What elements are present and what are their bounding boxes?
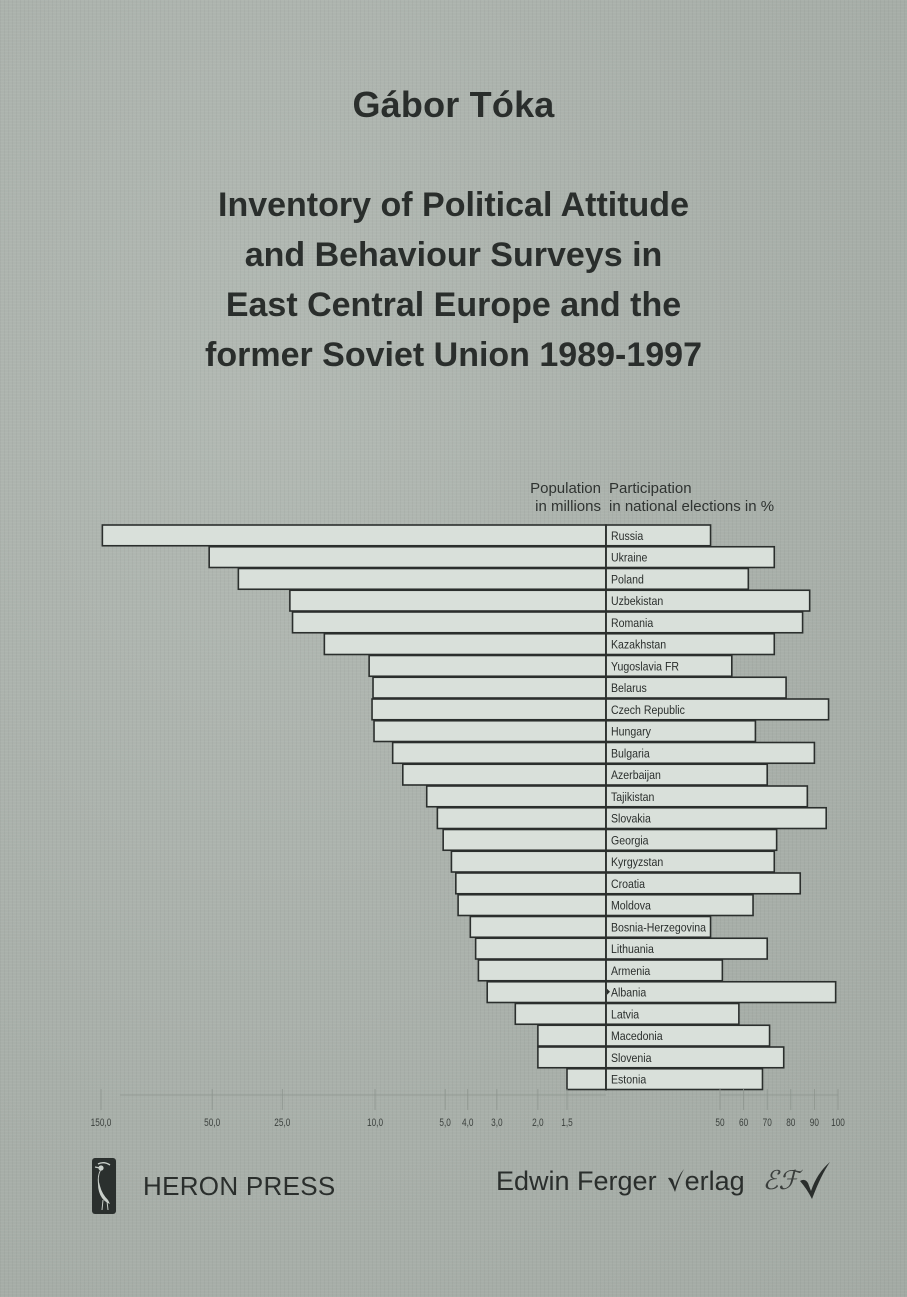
country-label: Yugoslavia FR bbox=[611, 660, 680, 674]
country-label: Bosnia-Herzegovina bbox=[611, 921, 707, 935]
country-label: Kyrgyzstan bbox=[611, 856, 664, 870]
population-bar bbox=[451, 851, 606, 872]
title-line: East Central Europe and the bbox=[225, 286, 682, 324]
title-line: and Behaviour Surveys in bbox=[244, 236, 663, 274]
country-label: Romania bbox=[611, 617, 654, 631]
participation-bars bbox=[606, 525, 836, 1090]
participation-tick-label: 100 bbox=[831, 1116, 845, 1130]
country-label: Latvia bbox=[611, 1008, 640, 1022]
population-bar bbox=[427, 786, 606, 807]
checkmark-icon bbox=[667, 1168, 685, 1194]
population-tick-label: 25,0 bbox=[274, 1116, 291, 1130]
population-bar bbox=[515, 1004, 606, 1025]
country-label: Lithuania bbox=[611, 943, 654, 957]
population-bar bbox=[290, 590, 606, 611]
participation-tick-label: 90 bbox=[809, 1116, 819, 1130]
population-tick-label: 4,0 bbox=[462, 1116, 474, 1130]
population-tick-label: 10,0 bbox=[367, 1116, 384, 1130]
population-bar bbox=[393, 743, 606, 764]
country-label: Tajikistan bbox=[611, 791, 655, 805]
country-label: Bulgaria bbox=[611, 747, 650, 761]
participation-tick-label: 70 bbox=[762, 1116, 772, 1130]
population-header-line: Population bbox=[530, 480, 601, 497]
population-bar bbox=[209, 547, 606, 568]
population-bar bbox=[470, 917, 606, 938]
population-bar bbox=[293, 612, 606, 633]
author-name: Gábor Tóka bbox=[352, 84, 555, 125]
country-label: Macedonia bbox=[611, 1030, 663, 1044]
participation-tick-label: 80 bbox=[786, 1116, 796, 1130]
country-label: Armenia bbox=[611, 965, 651, 979]
heron-icon bbox=[92, 1158, 116, 1214]
population-bar bbox=[443, 830, 606, 851]
country-label: Poland bbox=[611, 573, 644, 587]
population-tick-label: 3,0 bbox=[491, 1116, 503, 1130]
population-tick-label: 2,0 bbox=[532, 1116, 544, 1130]
heron-press-publisher bbox=[92, 1158, 336, 1214]
population-tick-label: 1,5 bbox=[561, 1116, 573, 1130]
population-bar bbox=[538, 1025, 606, 1046]
country-label: Albania bbox=[611, 987, 647, 1000]
title-line: former Soviet Union 1989-1997 bbox=[205, 336, 702, 374]
population-bar bbox=[403, 764, 606, 785]
population-bar bbox=[538, 1047, 606, 1068]
population-tick-label: 150,0 bbox=[90, 1116, 112, 1130]
population-bar bbox=[369, 656, 606, 677]
country-label: Slovakia bbox=[611, 813, 651, 826]
country-label: Moldova bbox=[611, 900, 651, 913]
population-bar bbox=[487, 982, 606, 1003]
population-bar bbox=[374, 721, 606, 742]
participation-header-line: in national elections in % bbox=[609, 498, 775, 515]
population-header-line: in millions bbox=[535, 498, 601, 515]
population-bar bbox=[437, 808, 606, 829]
country-label: Estonia bbox=[611, 1074, 647, 1087]
population-bar bbox=[567, 1069, 606, 1090]
population-bar bbox=[372, 699, 606, 720]
country-label: Croatia bbox=[611, 878, 646, 892]
population-bar bbox=[458, 895, 606, 916]
publisher-name: Edwin Ferger bbox=[496, 1165, 657, 1196]
country-label: Uzbekistan bbox=[611, 595, 664, 609]
population-tick-label: 5,0 bbox=[439, 1116, 451, 1130]
country-label: Ukraine bbox=[611, 552, 648, 565]
ef-monogram: ℰℱ bbox=[762, 1166, 799, 1196]
title-line: Inventory of Political Attitude bbox=[218, 186, 689, 224]
participation-tick-label: 50 bbox=[715, 1116, 725, 1130]
heron-press-name: HERON PRESS bbox=[143, 1170, 336, 1201]
population-bar bbox=[373, 677, 606, 698]
country-label: Czech Republic bbox=[611, 704, 685, 718]
participation-tick-label: 60 bbox=[739, 1116, 749, 1130]
edwin-ferger-publisher bbox=[496, 1156, 831, 1206]
participation-header-line: Participation bbox=[609, 480, 692, 497]
publisher-name-suffix: erlag bbox=[684, 1165, 745, 1196]
population-axis bbox=[91, 1089, 606, 1129]
country-label: Slovenia bbox=[611, 1052, 652, 1066]
population-bars bbox=[102, 525, 606, 1090]
country-label: Russia bbox=[611, 530, 644, 544]
country-label: Belarus bbox=[611, 682, 647, 696]
ef-monogram-logo bbox=[763, 1161, 831, 1201]
population-bar bbox=[238, 569, 606, 590]
country-label: Kazakhstan bbox=[611, 639, 667, 652]
population-bar bbox=[456, 873, 606, 894]
population-bar bbox=[476, 938, 606, 959]
population-bar bbox=[324, 634, 606, 655]
checkmark-icon bbox=[799, 1161, 831, 1201]
population-bar bbox=[102, 525, 606, 546]
population-tick-label: 50,0 bbox=[204, 1116, 221, 1130]
population-bar bbox=[478, 960, 606, 981]
country-label: Georgia bbox=[611, 834, 649, 848]
country-label: Hungary bbox=[611, 726, 651, 739]
country-label: Azerbaijan bbox=[611, 769, 661, 783]
participation-axis bbox=[715, 1089, 845, 1129]
